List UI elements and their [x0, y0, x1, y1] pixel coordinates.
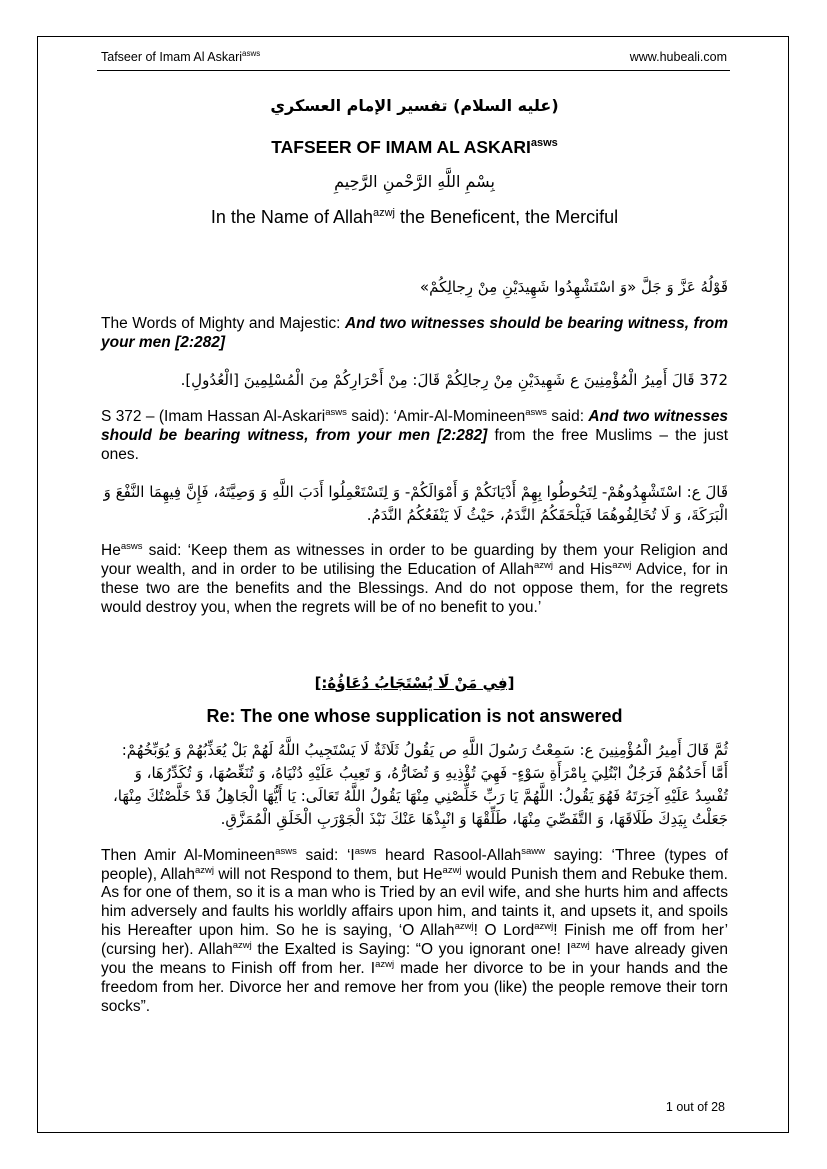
verse-english: The Words of Mighty and Majestic: And two witnesses should be bearing witness, from your men [2:282] — [101, 315, 728, 352]
header-rule — [97, 70, 730, 71]
section-title-english: Re: The one whose supplication is not answered — [206, 705, 623, 726]
english-book-title: TAFSEER OF IMAM AL $ASKARI^{asws}$ — [271, 137, 558, 157]
page-number: 1 out of 28 — [665, 1100, 725, 1114]
header-website: www.hubeali.com — [629, 50, 727, 64]
hadith-witnesses-english: $He^{asws}$ said: ‘Keep them as witnesses in order to be guarding by them your Religion and your wealth, and in order to be utilising the Education of Allah$^{azwj}$ and His$^{azwj}$ Advice, for in these two are the benefits and the Blessings. And do not oppose them, for the regrets would destroy you, when the regrets will be of no benefit to you.’ — [101, 540, 728, 616]
hadith-witnesses-arabic: قَالَ ع: اسْتَشْهِدُوهُمْ- لِتَحُوطُوا بِهِمْ أَدْيَانَكُمْ وَ أَمْوَالَكُمْ- وَ لِتَسْتَعْمِلُوا أَدَبَ اللَّهِ وَ وَصِيَّتَهُ، فَإِنَّ فِيهِمَا النَّفْعَ وَ الْبَرَكَةَ، وَ لَا تُخَالِفُوهُمَا فَيَلْحَقَكُمُ النَّدَمُ، حَيْثُ لَا يَنْفَعُكُمُ النَّدَمُ. — [103, 482, 728, 524]
section-hadith-english: Then Amir Al-Momineen$^{asws}$ said: ‘$I^{asws}$ heard Rasool-Allah$^{saww}$ saying: ‘Three (types of people), Allah$^{azwj}$ will not Respond to them, but $He^{azwj}$ would Punish them and Rebuke them. As for one of them, so it is a man who is Tried by an evil wife, and she hurts him and affects him adversely and faults his worldly affairs upon him, and taints it, and upsets it, and spoils his Hereafter upon him. So he is saying, ‘O Allah$^{azwj}$! O Lord$^{azwj}$! Finish me off from her’ (cursing her). Allah$^{azwj}$ the Exalted is Saying: “O you ignorant one! $I^{azwj}$ have already given you the means to Finish off from her. $I^{azwj}$ made her divorce to be in your hands and the freedom from her. Divorce her and remove her from you (like) the people remove their torn socks”. — [101, 845, 729, 1015]
bismillah-arabic: بِسْمِ اللَّهِ الرَّحْمنِ الرَّحِيمِ — [334, 172, 495, 191]
section-title-arabic: [فِي مَنْ لَا يُسْتَجَابُ دُعَاؤُهُ:] — [314, 673, 515, 692]
page-content — [101, 96, 728, 1032]
hadith-372-arabic: 372 قَالَ أَمِيرُ الْمُؤْمِنِينَ ع شَهِيدَيْنِ مِنْ رِجالِكُمْ قَالَ: مِنْ أَحْرَارِكُمْ مِنَ الْمُسْلِمِينَ [الْعُدُولِ]. — [180, 371, 728, 390]
arabic-book-title: (عليه السلام) تفسير الإمام العسكري — [270, 96, 559, 115]
header-title: Tafseer of Imam Al Askari$^{asws}$ — [101, 48, 261, 64]
bismillah-english: In the Name of Allah$^{azwj}$ the Beneficent, the Merciful — [210, 207, 619, 227]
verse-arabic: قَوْلُهُ عَزَّ وَ جَلَّ «وَ اسْتَشْهِدُوا شَهِيدَيْنِ مِنْ رِجالِكُمْ» — [419, 278, 728, 296]
section-hadith-arabic: ثُمَّ قَالَ أَمِيرُ الْمُؤْمِنِينَ ع: سَمِعْتُ رَسُولَ اللَّهِ ص يَقُولُ ثَلَاثَةٌ لَا يَسْتَجِيبُ اللَّهُ لَهُمْ بَلْ يُعَذِّبُهُمْ وَ يُوَبِّخُهُمْ: أَمَّا أَحَدُهُمْ فَرَجُلٌ ابْتُلِيَ بِامْرَأَةِ سَوْءٍ- فَهِيَ تُؤْذِيهِ وَ تُضَارُّهُ، وَ تَعِيبُ عَلَيْهِ دُنْيَاهُ، وَ تُنَغِّصُهَا، وَ تُكَدِّرُهَا، وَ تُفْسِدُ عَلَيْهِ آخِرَتَهُ فَهُوَ يَقُولُ: اللَّهُمَّ يَا رَبِّ خَلِّصْنِي مِنْهَا يَقُولُ اللَّهُ تَعَالَى: يَا أَيُّهَا الْجَاهِلُ قَدْ خَلَّصْتُكَ مِنْهَا، جَعَلْتُ بِيَدِكَ طَلَاقَهَا، وَ التَّفَصِّيَ مِنْهَا، طَلِّقْهَا وَ انْبِذْهَا عَنْكَ نَبْذَ الْجَوْرَبِ الْخَلَقِ الْمُمَزَّقِ. — [112, 740, 728, 829]
hadith-372-english: S 372 – (Imam Hassan Al-Askari$^{asws}$ said): ‘Amir-Al-Momineen$^{asws}$ said: And two witnesses should be bearing witness, from your men [2:282] from the free Muslims – the just ones. — [101, 407, 728, 464]
